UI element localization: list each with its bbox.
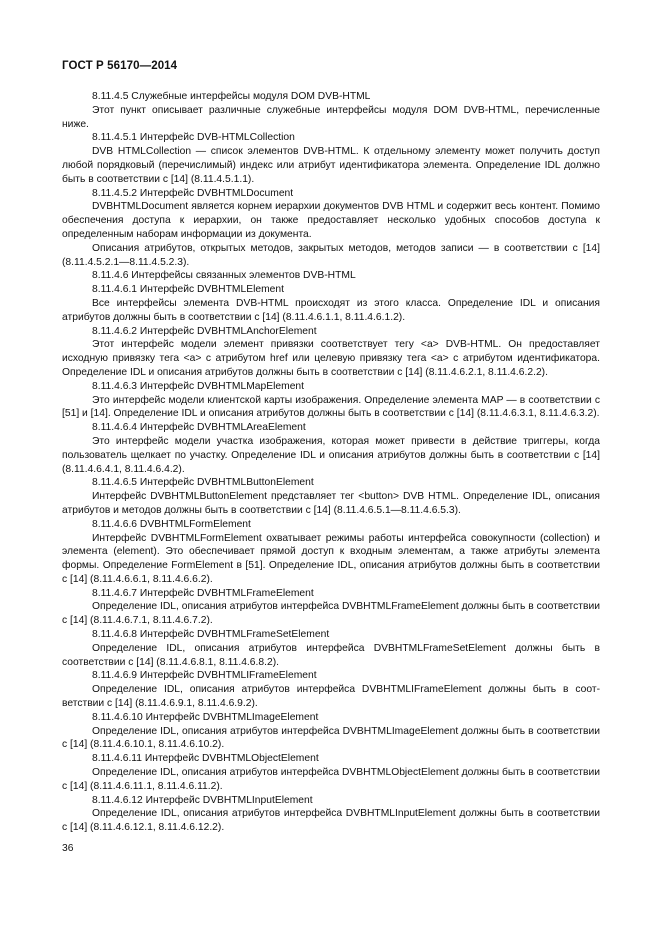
section-heading: 8.11.4.6.2 Интерфейс DVBHTMLAnchorElement (92, 325, 317, 337)
body-paragraph: Это интерфейс модели клиентской карты изображения. Определение элемента MAP — в соответствии с [51] и [14]. Определение IDL и описания атрибутов должны быть в соответствии с [14] (8.11.4.6.3.1, 8.11.4.6.3.2). (62, 394, 600, 420)
body-paragraph: Это интерфейс модели участка изображения, которая может привести в действие триггеры, когда пользователь щелкает по участку. Определение IDL и описания атрибутов должны быть в соответствии с [14] (8.11.4.6.4.1, 8.11.4.6.4.2). (62, 435, 600, 475)
section-heading: 8.11.4.5 Служебные интерфейсы модуля DOM DVB-HTML (92, 91, 371, 102)
section-heading: 8.11.4.6.11 Интерфейс DVBHTMLObjectElement (92, 753, 319, 765)
body-paragraph: Определение IDL, описания атрибутов интерфейса DVBHTMLObjectElement должны быть в соответствии с [14] (8.11.4.6.11.1, 8.11.4.6.11.2). (62, 767, 600, 792)
body-paragraph: Определение IDL, описания атрибутов интерфейса DVBHTMLImageElement должны быть в соответствии с [14] (8.11.4.6.10.1, 8.11.4.6.10.2). (62, 725, 600, 751)
body-paragraph: Все интерфейсы элемента DVB-HTML происходят из этого класса. Определение IDL и описания атрибутов должны быть в соответствии с [14] (8.11.4.6.1.1, 8.11.4.6.1.2). (62, 297, 600, 323)
page-number: 36 (62, 843, 74, 854)
body-paragraph: Этот интерфейс модели элемент привязки соответствует тегу <a> DVB-HTML. Он предоставляет исходную привязку тега <a> с атрибутом href или целевую привязку тега <a> с атрибутом идентификатора. Определение IDL и описания атрибутов должны быть в соответствии с [14] (8.11.4.6.2.1, 8.11.4.6.2.2). (62, 339, 600, 378)
body-paragraph: Этот пункт описывает различные служебные интерфейсы модуля DOM DVB-HTML, перечисленные ниже. (62, 104, 600, 130)
section-heading: 8.11.4.5.1 Интерфейс DVB-HTMLCollection (92, 132, 295, 144)
body-paragraph: Определение IDL, описания атрибутов интерфейса DVBHTMLInputElement должны быть в соответствии с [14] (8.11.4.6.12.1, 8.11.4.6.12.2). (62, 808, 600, 834)
section-heading: 8.11.4.6.9 Интерфейс DVBHTMLIFrameElement (92, 670, 317, 682)
section-heading: 8.11.4.5.2 Интерфейс DVBHTMLDocument (92, 187, 294, 199)
section-heading: 8.11.4.6.5 Интерфейс DVBHTMLButtonElement (92, 477, 314, 489)
body-paragraph: Описания атрибутов, открытых методов, закрытых методов, методов записи — в соответствии с [14] (8.11.4.5.2.1—8.11.4.5.2.3). (62, 242, 600, 268)
section-heading: 8.11.4.6.8 Интерфейс DVBHTMLFrameSetElement (92, 629, 330, 641)
section-heading: 8.11.4.6.3 Интерфейс DVBHTMLMapElement (92, 380, 305, 392)
section-heading: 8.11.4.6.7 Интерфейс DVBHTMLFrameElement (92, 587, 314, 599)
section-heading: 8.11.4.6.12 Интерфейс DVBHTMLInputElement (92, 794, 313, 806)
document-body (62, 90, 600, 835)
document-header: ГОСТ Р 56170—2014 (62, 60, 178, 72)
body-paragraph: DVB HTMLCollection — список элементов DVB-HTML. К отдельному элементу может получить доступ любой порядковый (перечислимый) индекс или атрибут идентификатора элемента. Определение IDL должно быть в соответствии с [14] (8.11.4.5.1.1). (62, 146, 600, 185)
body-paragraph: Интерфейс DVBHTMLFormElement охватывает режимы работы интерфейса совокупности (collection) и элемента (element). Это обеспечивает прямой доступ к входным элементам, а также атрибуты элемента формы. Определение FormElement в [51]. Определение IDL, описания атрибутов должны быть в соответствии с [14] (8.11.4.6.6.1, 8.11.4.6.6.2). (62, 532, 600, 585)
section-heading: 8.11.4.6.4 Интерфейс DVBHTMLAreaElement (92, 422, 306, 434)
body-paragraph: Интерфейс DVBHTMLButtonElement представляет тег <button> DVB HTML. Определение IDL, описания атрибутов и методов должны быть в соответствии с [14] (8.11.4.6.5.1—8.11.4.6.5.3). (62, 491, 600, 516)
section-heading: 8.11.4.6.6 DVBHTMLFormElement (92, 518, 251, 530)
body-paragraph: Определение IDL, описания атрибутов интерфейса DVBHTMLFrameElement должны быть в соответствии с [14] (8.11.4.6.7.1, 8.11.4.6.7.2). (62, 601, 600, 627)
body-paragraph: Определение IDL, описания атрибутов интерфейса DVBHTMLIFrameElement должны быть в соответствии с [14] (8.11.4.6.9.1, 8.11.4.6.9.2). (62, 684, 600, 710)
section-heading: 8.11.4.6.10 Интерфейс DVBHTMLImageElement (92, 711, 319, 723)
section-heading: 8.11.4.6.1 Интерфейс DVBHTMLElement (92, 284, 284, 296)
body-paragraph: Определение IDL, описания атрибутов интерфейса DVBHTMLFrameSetElement должны быть в соответствии с [14] (8.11.4.6.8.1, 8.11.4.6.8.2). (62, 642, 600, 668)
body-paragraph: DVBHTMLDocument является корнем иерархии документов DVB HTML и содержит весь контент. Помимо обеспечения доступа к иерархии, он также предоставляет несколько удобных способов доступа к определенным наборам информации из документа. (62, 201, 600, 240)
section-heading: 8.11.4.6 Интерфейсы связанных элементов DVB-HTML (92, 270, 356, 282)
